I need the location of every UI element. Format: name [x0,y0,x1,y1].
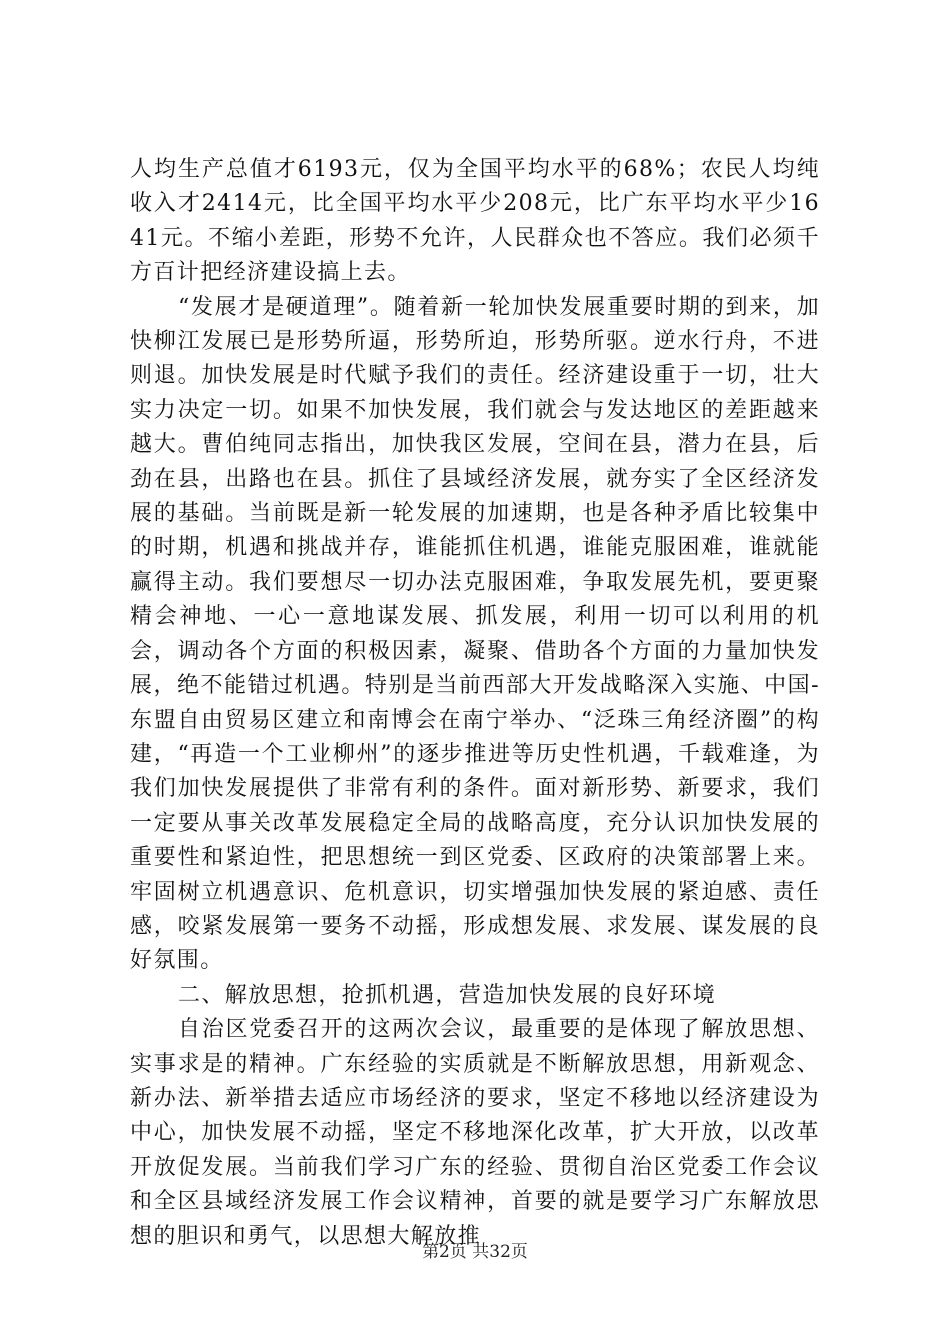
page-footer: 第2页 共32页 [422,1242,528,1262]
document-body [130,153,820,1254]
paragraph-continuation: 人均生产总值才6193元，仅为全国平均水平的68%；农民人均纯收入才2414元，比全国平均水平少208元，比广东平均水平少1641元。不缩小差距，形势不允许，人民群众也不答应。我们必须千方百计把经济建设搞上去。 [130,157,820,286]
paragraph-emancipation: 自治区党委召开的这两次会议，最重要的是体现了解放思想、实事求是的精神。广东经验的实质就是不断解放思想，用新观念、新办法、新举措去适应市场经济的要求，坚定不移地以经济建设为中心，加快发展不动摇，坚定不移地深化改革，扩大开放，以改革开放促发展。当前我们学习广东的经验、贯彻自治区党委工作会议和全区县域经济发展工作会议精神，首要的就是要学习广东解放思想的胆识和勇气，以思想大解放推 [130,1017,820,1249]
section-heading: 二、解放思想，抢抓机遇，营造加快发展的良好环境 [178,982,717,1008]
paragraph-development: “发展才是硬道理”。随着新一轮加快发展重要时期的到来，加快柳江发展已是形势所逼，形势所迫，形势所驱。逆水行舟，不进则退。加快发展是时代赋予我们的责任。经济建设重于一切，壮大实力决定一切。如果不加快发展，我们就会与发达地区的差距越来越大。曹伯纯同志指出，加快我区发展，空间在县，潜力在县，后劲在县，出路也在县。抓住了县域经济发展，就夯实了全区经济发展的基础。当前既是新一轮发展的加速期，也是各种矛盾比较集中的时期，机遇和挑战并存，谁能抓住机遇，谁能克服困难，谁就能赢得主动。我们要想尽一切办法克服困难，争取发展先机，要更聚精会神地、一心一意地谋发展、抓发展，利用一切可以利用的机会，调动各个方面的积极因素，凝聚、借助各个方面的力量加快发展，绝不能错过机遇。特别是当前西部大开发战略深入实施、中国-东盟自由贸易区建立和南博会在南宁举办、“泛珠三角经济圈”的构建，“再造一个工业柳州”的逐步推进等历史性机遇，千载难逢，为我们加快发展提供了非常有利的条件。面对新形势、新要求，我们一定要从事关改革发展稳定全局的战略高度，充分认识加快发展的重要性和紧迫性，把思想统一到区党委、区政府的决策部署上来。牢固树立机遇意识、危机意识，切实增强加快发展的紧迫感、责任感，咬紧发展第一要务不动摇，形成想发展、求发展、谋发展的良好氛围。 [130,294,820,974]
